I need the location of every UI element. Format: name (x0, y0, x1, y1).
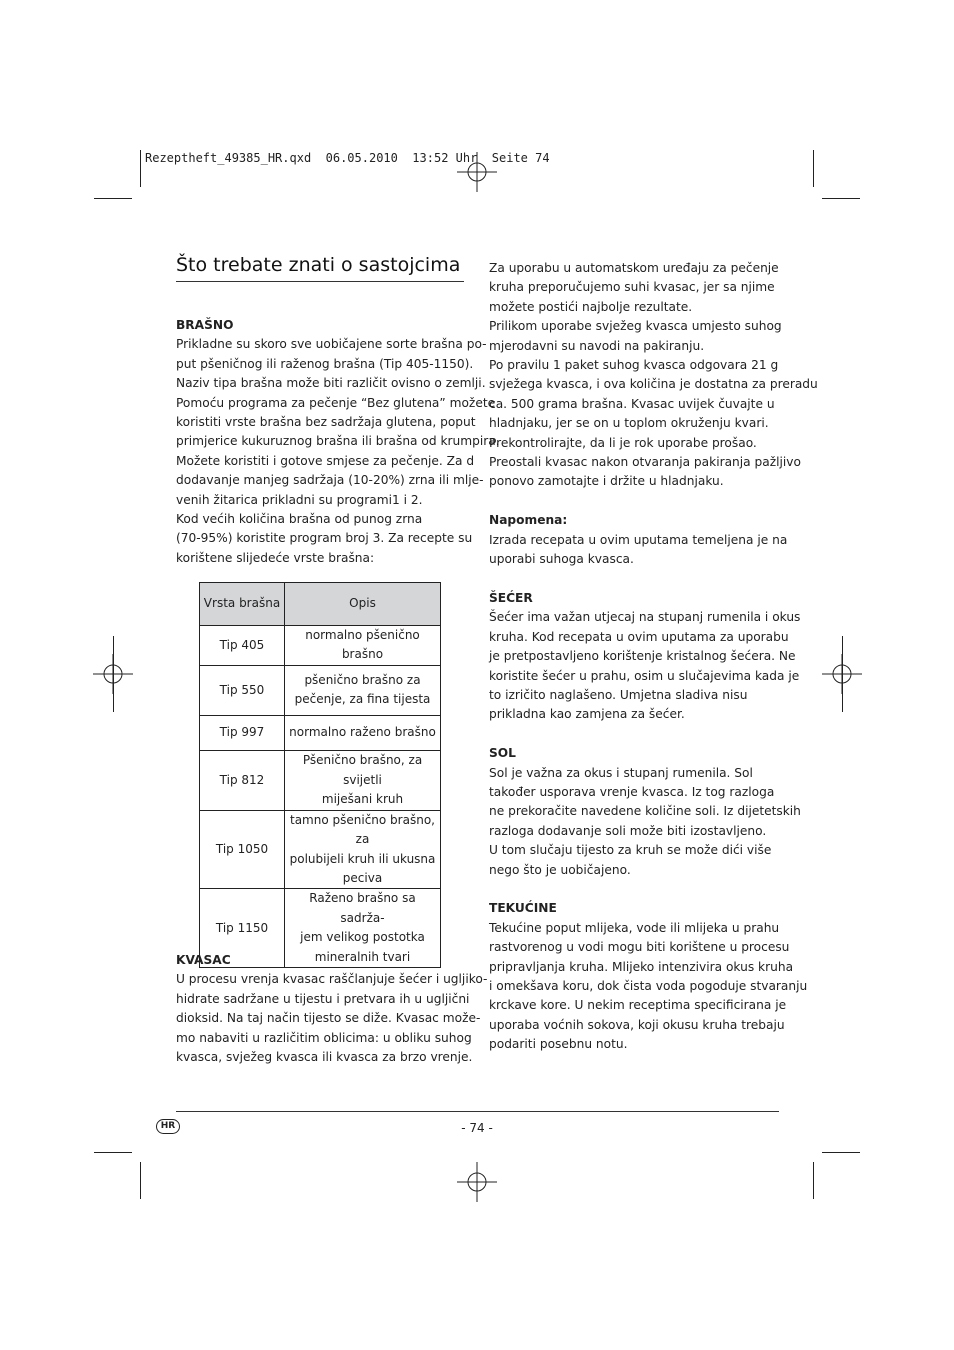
text-line: koristiti vrste brašna bez sadržaja glutena, poput (176, 415, 476, 430)
text-line: ne prekoračite navedene količine soli. Iz dijetetskih (489, 804, 801, 819)
text-line: Izrada recepata u ovim uputama temeljena je na (489, 532, 788, 547)
page-number: - 74 - (461, 1121, 493, 1135)
text-line: svježega kvasca, i ova količina je dostatna za preradu (489, 377, 818, 392)
text-line: U tom slučaju tijesto za kruh se može dići više (489, 843, 772, 858)
description-line: peciva (342, 871, 383, 886)
text-line: pripravljanja kruha. Mlijeko intenzivira okus kruha (489, 959, 794, 974)
text-line: nego što je uobičajeno. (489, 862, 631, 877)
flour-description-cell (285, 750, 441, 810)
section-heading-kvasac: KVASAC (176, 953, 231, 967)
description-line: pšenično brašno za (304, 672, 421, 687)
text-line: također usporava vrenje kvasca. Iz tog razloga (489, 784, 775, 799)
text-line: podariti posebnu notu. (489, 1037, 628, 1052)
table-header-row (200, 583, 441, 626)
kvasac-section (176, 951, 488, 1067)
table-row (200, 715, 441, 750)
print-slug: Rezeptheft_49385_HR.qxd 06.05.2010 13:52 Uhr Seite 74 (145, 151, 550, 165)
text-line: mjerodavni su navodi na pakiranju. (489, 338, 705, 353)
flour-description-cell (285, 715, 441, 750)
text-line: kruha. Kod recepata u ovim uputama za uporabu (489, 629, 789, 644)
crop-mark (113, 636, 114, 712)
text-line: dodavanje manjeg sadržaja (10-20%) zrna ili mlje- (176, 473, 484, 488)
text-line: ponovo zamotajte i držite u hladnjaku. (489, 474, 724, 489)
text-line: hidrate sadržane u tijestu i pretvara ih u ugljični (176, 991, 470, 1006)
language-badge: HR (156, 1119, 180, 1134)
description-line: Raženo brašno sa sadrža- (309, 891, 416, 925)
table-row (200, 810, 441, 889)
text-line: put pšeničnog ili raženog brašna (Tip 405-1150). (176, 356, 474, 371)
table-row (200, 750, 441, 810)
text-line: koristite šećer u prahu, osim u slučajevima kada je (489, 668, 800, 683)
text-line: Tekućine poput mlijeka, vode ili mlijeka u prahu (489, 920, 780, 935)
description-line: polubijeli kruh ili ukusna (289, 851, 436, 866)
text-line: Kod većih količina brašna od punog zrna (176, 512, 423, 527)
text-line: Pomoću programa za pečenje “Bez glutena” možete (176, 395, 496, 410)
flour-type-cell: Tip 1150 (200, 889, 285, 968)
section-heading-brasno: BRAŠNO (176, 318, 234, 332)
section-heading-napomena: Napomena: (489, 513, 568, 528)
text-line: uporabi suhoga kvasca. (489, 552, 634, 567)
flour-types-table (199, 582, 441, 968)
text-line: je pretpostavljeno korištenje kristalnog šećera. Ne (489, 649, 796, 664)
right-column (489, 259, 818, 1055)
crop-mark (813, 1162, 814, 1199)
description-line: tamno pšenično brašno, za (290, 812, 435, 847)
text-line: Po pravilu 1 paket suhog kvasca odgovara 21 g (489, 358, 779, 373)
text-line: ca. 500 grama brašna. Kvasac uvijek čuvajte u (489, 396, 775, 411)
title-underline (176, 281, 464, 282)
text-line: Prikladne su skoro sve uobičajene sorte brašna po- (176, 337, 487, 352)
text-line: dioksid. Na taj način tijesto se diže. Kvasac može- (176, 1011, 481, 1026)
footer-rule (176, 1111, 779, 1112)
text-line: kvasca, svježeg kvasca ili kvasca za brzo vrenje. (176, 1050, 473, 1065)
text-line: Sol je važna za okus i stupanj rumenila. Sol (489, 765, 753, 780)
description-line: mineralnih tvari (314, 949, 411, 964)
flour-description-cell (285, 626, 441, 666)
crop-mark (822, 198, 860, 199)
flour-type-cell: Tip 1050 (200, 810, 285, 889)
text-line: i omekšava koru, dok čista voda pogoduje stvaranju (489, 978, 808, 993)
column-header-description: Opis (285, 583, 441, 626)
text-line: Možete koristiti i gotove smjese za pečenje. Za d (176, 453, 475, 468)
text-line: Za uporabu u automatskom uređaju za pečenje (489, 261, 779, 275)
crop-mark (822, 1152, 860, 1153)
crop-mark (140, 1162, 141, 1199)
section-heading-secer: ŠEĆER (489, 590, 533, 605)
crop-mark (94, 198, 132, 199)
description-line: normalno pšenično brašno (305, 628, 420, 662)
text-line: kruha preporučujemo suhi kvasac, jer sa njime (489, 280, 775, 295)
description-line: jem velikog postotka (300, 930, 425, 945)
text-line: Šećer ima važan utjecaj na stupanj rumenila i okus (489, 610, 801, 625)
crop-mark (140, 150, 141, 187)
text-line: prikladna kao zamjena za šećer. (489, 707, 685, 722)
description-line: Pšenično brašno, za svijetli (302, 753, 423, 787)
flour-type-cell: Tip 997 (200, 715, 285, 750)
table-row (200, 626, 441, 666)
registration-mark-bottom (457, 1162, 497, 1202)
column-header-type: Vrsta brašna (200, 583, 285, 626)
left-column (176, 316, 500, 568)
text-line: venih žitarica prikladni su programi1 i 2. (176, 492, 423, 507)
page-title: Što trebate znati o sastojcima (176, 254, 461, 276)
crop-mark (94, 1152, 132, 1153)
text-line: hladnjaku, jer se on u toplom okruženju kvari. (489, 416, 769, 431)
text-line: krckave kore. U nekim receptima specificirana je (489, 998, 787, 1013)
text-line: rastvorenog u vodi mogu biti korištene u procesu (489, 940, 790, 955)
flour-type-cell: Tip 550 (200, 665, 285, 715)
text-line: korištene slijedeće vrste brašna: (176, 550, 375, 565)
flour-type-cell: Tip 405 (200, 626, 285, 666)
text-line: mo nabaviti u različitim oblicima: u obliku suhog (176, 1030, 472, 1045)
text-line: Preostali kvasac nakon otvaranja pakiranja pažljivo (489, 455, 801, 470)
table-row (200, 665, 441, 715)
text-line: Prekontrolirajte, da li je rok uporabe prošao. (489, 435, 757, 450)
section-heading-tekucine: TEKUĆINE (489, 901, 557, 916)
crop-mark (842, 636, 843, 712)
text-line: Naziv tipa brašna može biti različit ovisno o zemlji. (176, 376, 486, 391)
section-heading-sol: SOL (489, 746, 516, 761)
description-line: pečenje, za fina tijesta (294, 692, 431, 707)
flour-description-cell (285, 665, 441, 715)
text-line: primjerice kukuruznog brašna ili brašna od krumpira. (176, 434, 500, 449)
text-line: to izričito naglašeno. Umjetna sladiva nisu (489, 687, 748, 702)
flour-type-cell: Tip 812 (200, 750, 285, 810)
text-line: razloga dodavanje soli može biti izostavljeno. (489, 823, 767, 838)
flour-description-cell (285, 810, 441, 889)
text-line: U procesu vrenja kvasac raščlanjuje šećer i ugljiko- (176, 972, 488, 987)
text-line: možete postići najbolje rezultate. (489, 299, 693, 314)
description-line: miješani kruh (321, 792, 404, 807)
text-line: Prilikom uporabe svježeg kvasca umjesto suhog (489, 319, 782, 334)
text-line: uporaba voćnih sokova, koji okusu kruha trebaju (489, 1017, 785, 1032)
description-line: normalno raženo brašno (289, 725, 436, 740)
text-line: (70-95%) koristite program broj 3. Za recepte su (176, 531, 473, 546)
crop-mark (813, 150, 814, 187)
